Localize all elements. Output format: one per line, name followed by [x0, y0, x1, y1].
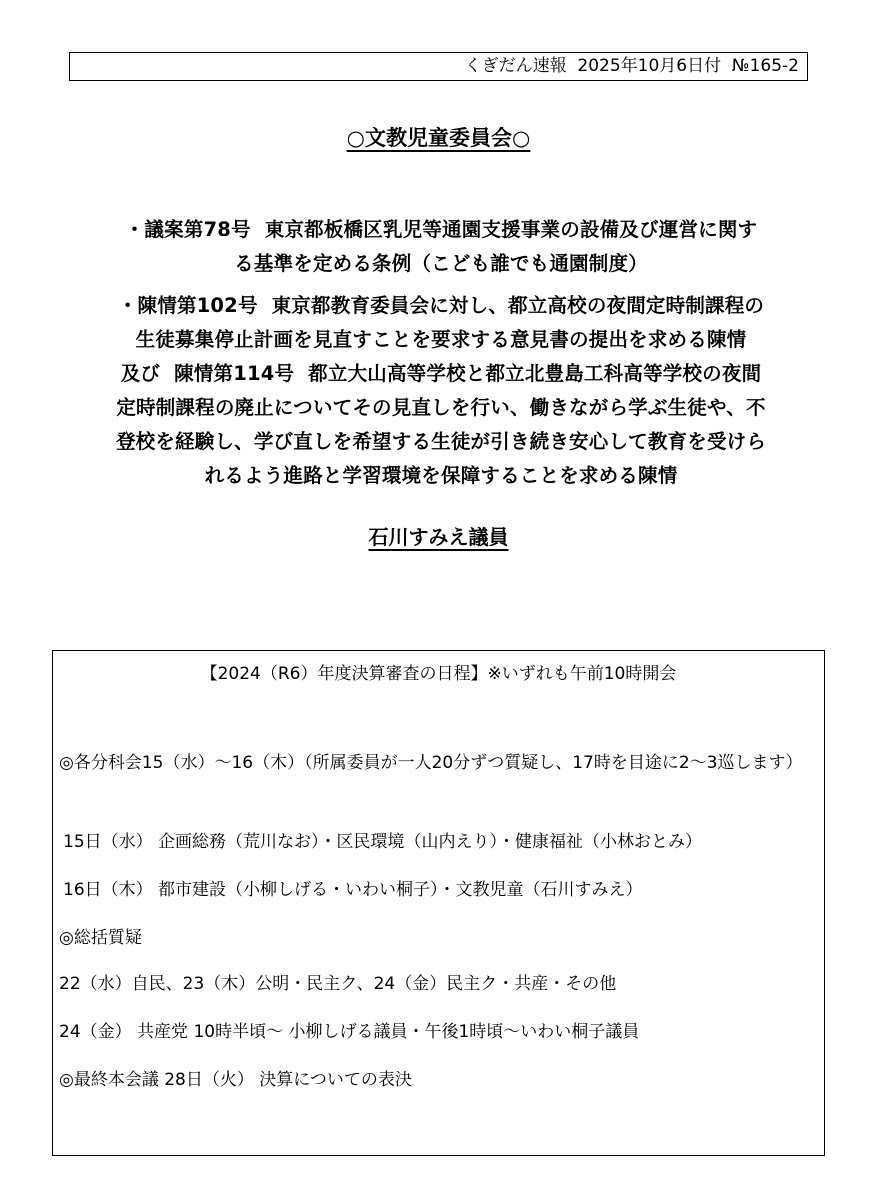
- committee-title: ○文教児童委員会○: [346, 126, 531, 150]
- petition-line: 登校を経験し、学び直しを希望する生徒が引き続き安心して教育を受けら: [115, 430, 767, 453]
- final-plenary: ◎最終本会議 28日（火） 決算についての表決: [59, 1070, 412, 1090]
- schedule-day-15: 15日（水） 企画総務（荒川なお）・区民環境（山内えり）・健康福祉（小林おとみ）: [63, 832, 703, 852]
- general-questions-heading: ◎総括質疑: [59, 928, 142, 948]
- header-text: くぎだん速報 2025年10月6日付 №165-2: [464, 56, 799, 76]
- petition-line: ・陳情第102号 東京都教育委員会に対し、都立高校の夜間定時制課程の: [117, 294, 765, 317]
- member-heading: [0, 521, 877, 550]
- bill-item-line: る基準を定める条例（こども誰でも通園制度）: [234, 252, 648, 275]
- committee-heading: [0, 122, 877, 152]
- petition-line: 生徒募集停止計画を見直すことを要求する意見書の提出を求める陳情: [135, 328, 747, 351]
- petition-item-102-114: [58, 289, 824, 493]
- schedule-day-16: 16日（木） 都市建設（小柳しげる・いわい桐子）・文教児童（石川すみえ）: [63, 880, 643, 900]
- schedule-title: 【2024（R6）年度決算審査の日程】※いずれも午前10時開会: [200, 664, 677, 684]
- member-name: 石川すみえ議員: [368, 525, 509, 549]
- jcp-schedule: 24（金） 共産党 10時半頃～ 小柳しげる議員・午後1時頃～いわい桐子議員: [59, 1022, 640, 1042]
- subcommittee-note: ◎各分科会15（水）～16（木）（所属委員が一人20分ずつ質疑し、17時を目途に2～3巡します）: [59, 753, 803, 773]
- bill-item-78: [58, 213, 824, 281]
- schedule-box: [52, 650, 825, 1156]
- bill-item-line: ・議案第78号 東京都板橋区乳児等通園支援事業の設備及び運営に関す: [124, 218, 758, 241]
- petition-line: れるよう進路と学習環境を保障することを求める陳情: [204, 464, 678, 487]
- petition-line: 及び 陳情第114号 都立大山高等学校と都立北豊島工科高等学校の夜間: [120, 362, 762, 385]
- general-questions-days: 22（水）自民、23（木）公明・民主ク、24（金）民主ク・共産・その他: [59, 974, 617, 994]
- petition-line: 定時制課程の廃止についてその見直しを行い、働きながら学ぶ生徒や、不: [116, 396, 766, 419]
- newsletter-header: [69, 52, 808, 81]
